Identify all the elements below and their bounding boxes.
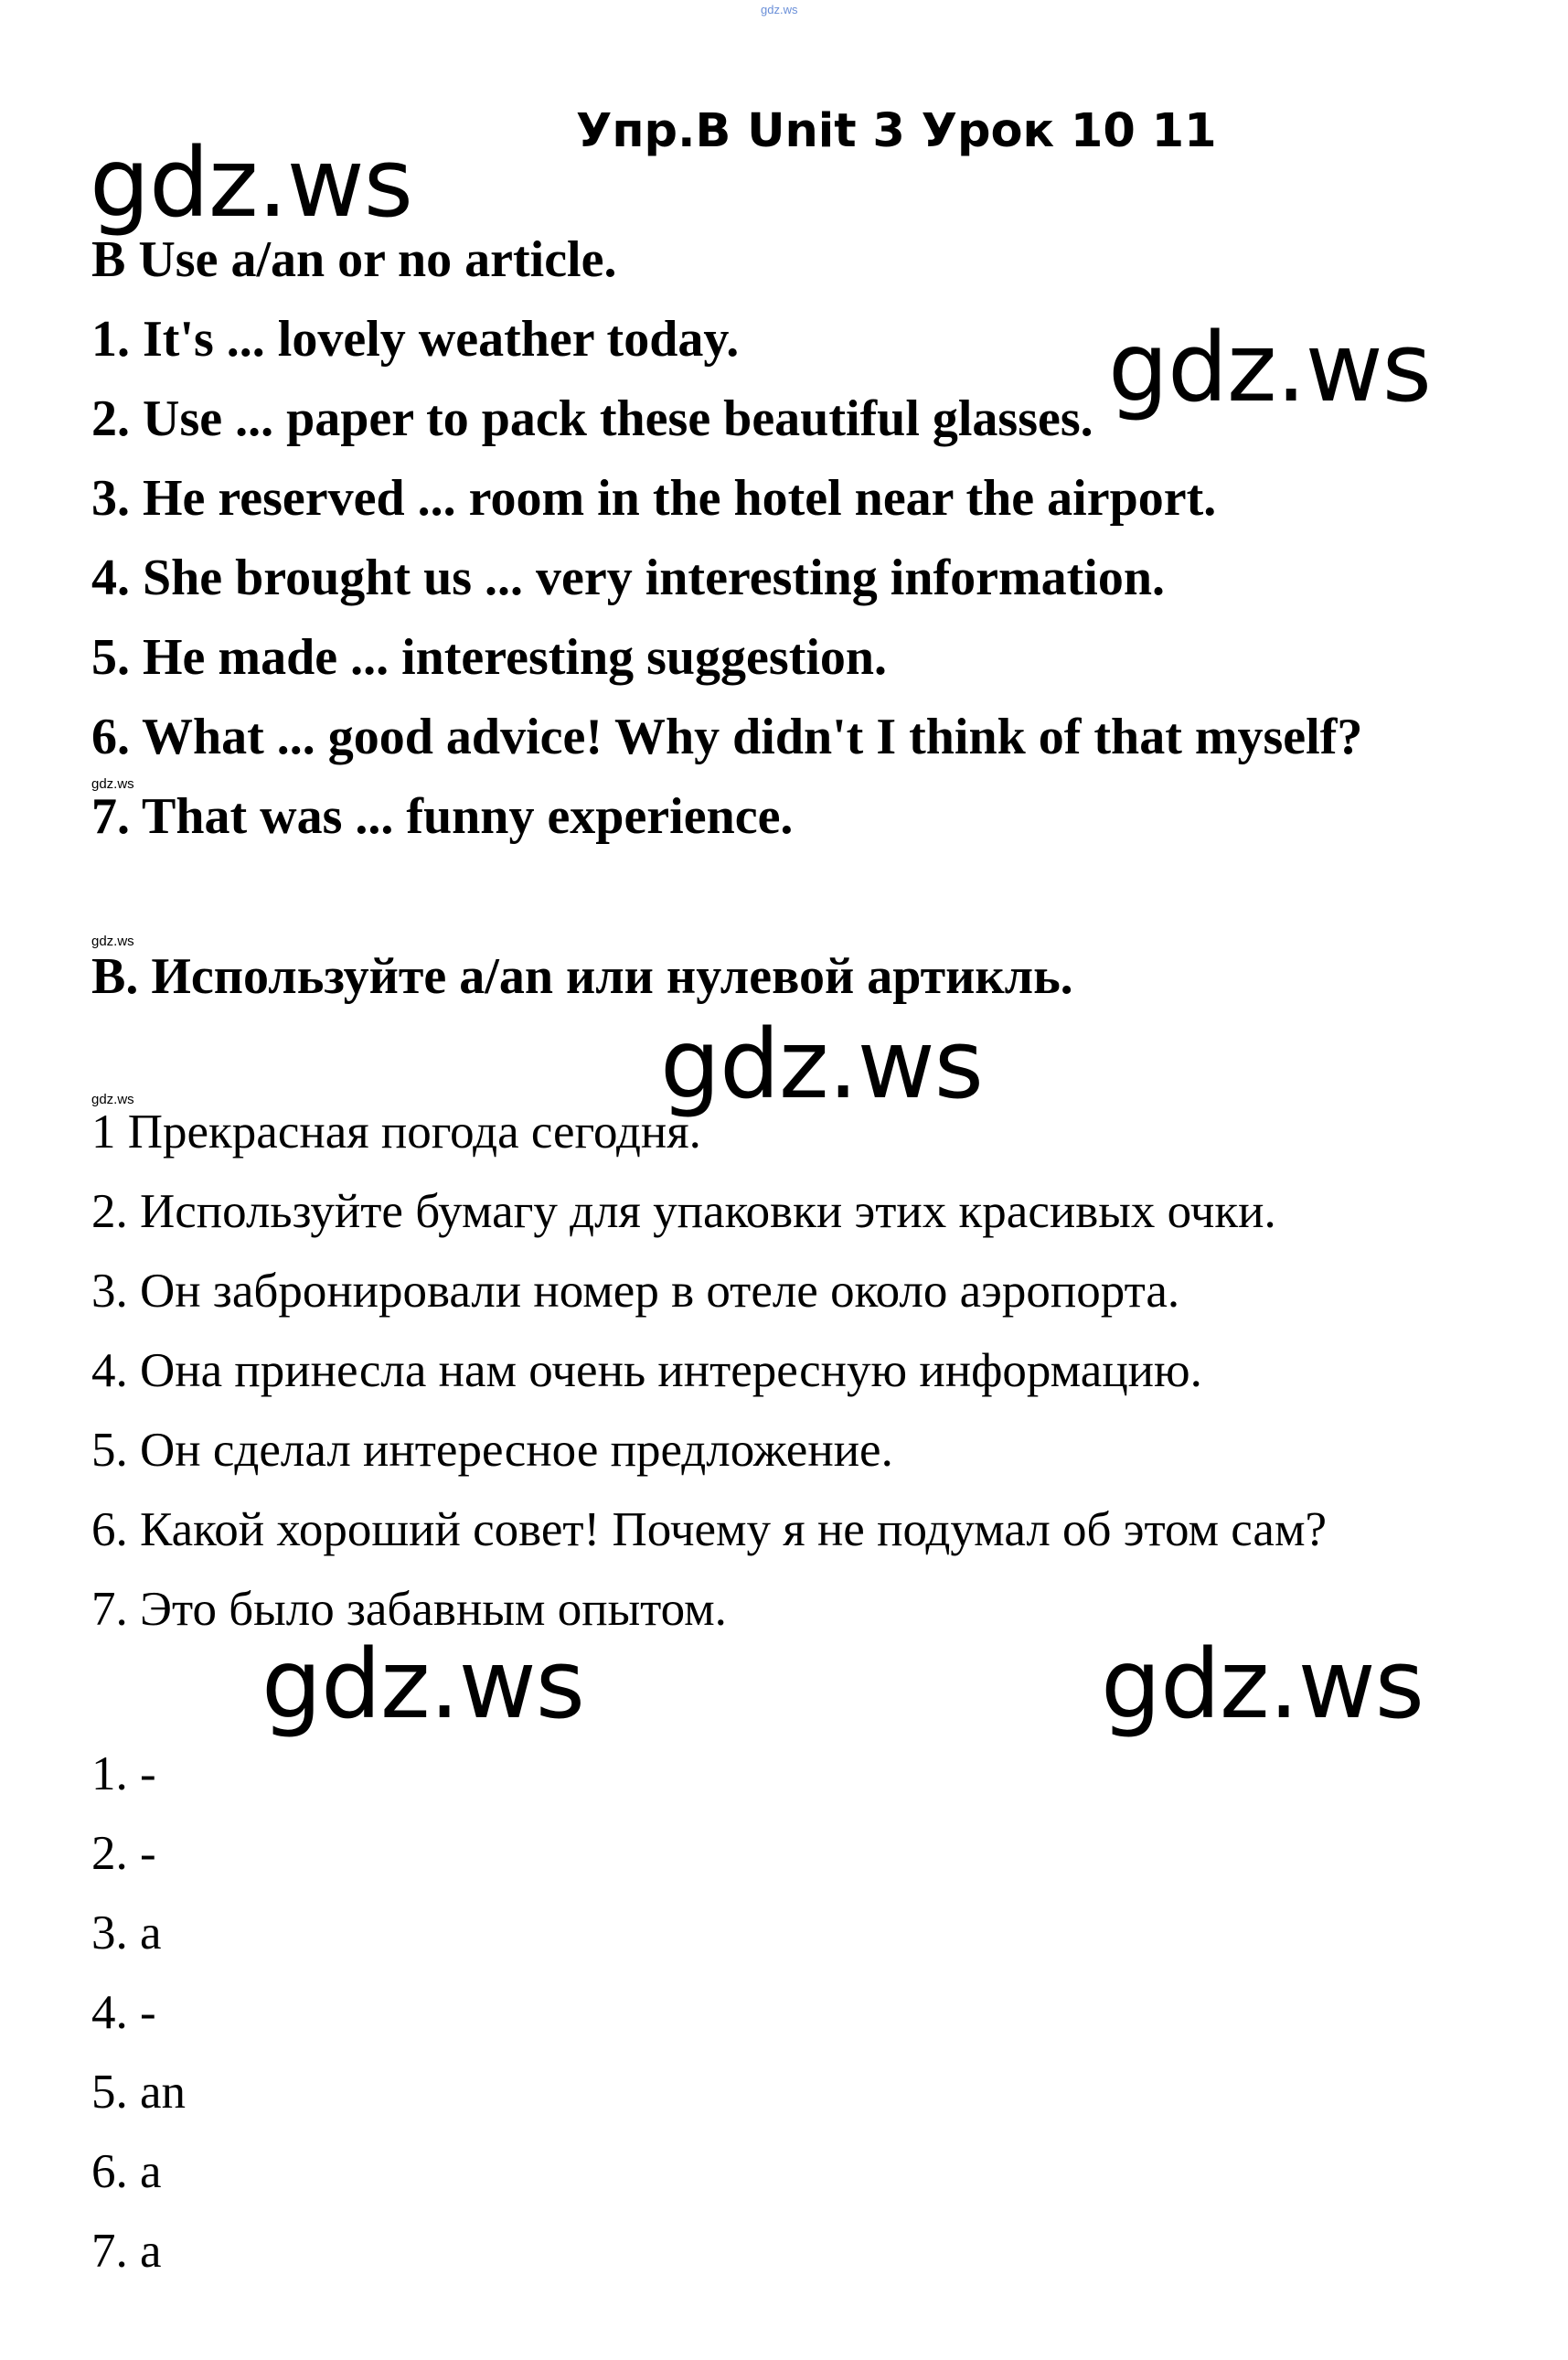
watermark-big-4: gdz.ws — [261, 1629, 584, 1740]
translation-sentence-5: 5. Он сделал интересное предложение. — [91, 1424, 893, 1477]
task-sentence-3: 3. He reserved ... room in the hotel near the airport. — [91, 470, 1217, 527]
task-sentence-1: 1. It's ... lovely weather today. — [91, 311, 740, 368]
answer-6: 6. a — [91, 2145, 162, 2198]
task-sentence-7: 7. That was ... funny experience. — [91, 788, 794, 845]
watermark-big-2: gdz.ws — [1108, 312, 1431, 423]
watermark-tiny-2: gdz.ws — [91, 934, 134, 949]
answer-2: 2. - — [91, 1827, 156, 1880]
translation-heading: B. Используйте a/an или нулевой артикль. — [91, 948, 1073, 1005]
answer-1: 1. - — [91, 1747, 156, 1800]
translation-sentence-6: 6. Какой хороший совет! Почему я не подумал об этом сам? — [91, 1503, 1328, 1556]
answer-4: 4. - — [91, 1986, 156, 2039]
translation-sentence-2: 2. Используйте бумагу для упаковки этих красивых очки. — [91, 1185, 1276, 1238]
translation-sentence-4: 4. Она принесла нам очень интересную информацию. — [91, 1344, 1202, 1397]
task-heading: B Use a/an or no article. — [91, 231, 617, 288]
answer-7: 7. a — [91, 2225, 162, 2278]
task-sentence-4: 4. She brought us ... very interesting information. — [91, 550, 1165, 606]
watermark-tiny-3: gdz.ws — [91, 1092, 134, 1107]
answer-5: 5. an — [91, 2066, 187, 2119]
answer-3: 3. a — [91, 1906, 162, 1960]
translation-sentence-1: 1 Прекрасная погода сегодня. — [91, 1105, 701, 1159]
watermark-big-3: gdz.ws — [660, 1009, 983, 1120]
task-sentence-2: 2. Use ... paper to pack these beautiful glasses. — [91, 390, 1093, 447]
task-sentence-6: 6. What ... good advice! Why didn't I think of that myself? — [91, 709, 1363, 765]
translation-sentence-3: 3. Он забронировали номер в отеле около аэропорта. — [91, 1265, 1180, 1318]
watermark-big-1: gdz.ws — [90, 127, 412, 239]
watermark-big-5: gdz.ws — [1101, 1629, 1424, 1740]
watermark-top: gdz.ws — [761, 3, 798, 16]
task-sentence-5: 5. He made ... interesting suggestion. — [91, 629, 888, 686]
translation-sentence-7: 7. Это было забавным опытом. — [91, 1583, 727, 1636]
page-title: Упр.B Unit 3 Урок 10 11 — [576, 104, 1217, 158]
watermark-tiny-1: gdz.ws — [91, 776, 134, 792]
